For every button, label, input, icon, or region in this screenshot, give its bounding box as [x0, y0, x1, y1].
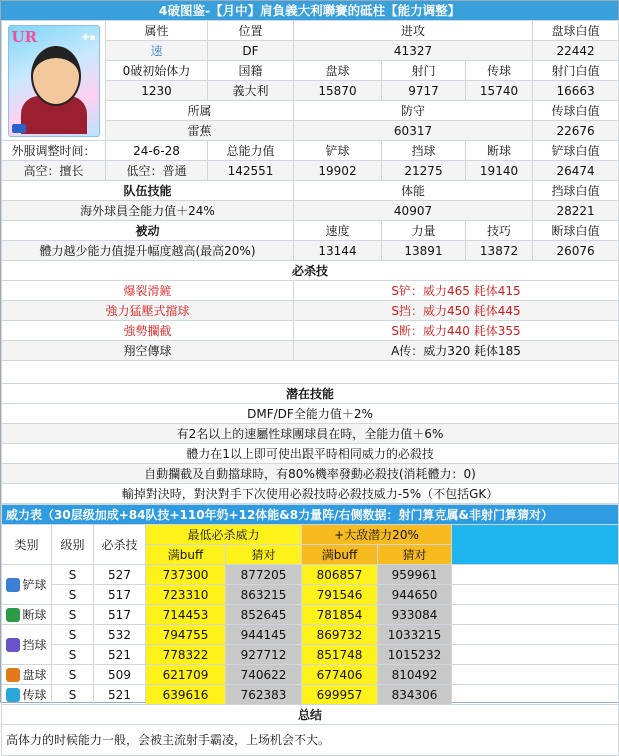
label-power: 力量	[382, 221, 466, 241]
power-table-header: 威力表（30层级加成+84队技+110年奶+12体能&8力量阵/右侧数据：射门算克属&非射门算猜对）	[2, 505, 619, 525]
skill-cell: 532	[94, 625, 146, 645]
value-cell: 762383	[226, 685, 302, 705]
category-label: 挡球	[22, 637, 47, 652]
category-cell	[2, 565, 52, 605]
value-cell: 852645	[226, 605, 302, 625]
label-tackle-white: 铲球白值	[533, 141, 619, 161]
spacer-row	[2, 361, 619, 384]
special-name: 翔空傳球	[2, 341, 294, 361]
position-tag-icon	[12, 124, 26, 133]
empty-cell	[452, 685, 619, 705]
label-team-skill: 队伍技能	[2, 181, 294, 201]
label-pass: 传球	[466, 61, 533, 81]
value-stamina: 1230	[106, 81, 208, 101]
value-cell: 877205	[226, 565, 302, 585]
value-speed: 13144	[294, 241, 382, 261]
special-name: 強力猛壓式擋球	[2, 301, 294, 321]
table-row	[2, 665, 619, 685]
special-info: S断：威力440 耗体355	[294, 321, 619, 341]
label-block: 挡球	[382, 141, 466, 161]
value-intercept-white: 26076	[533, 241, 619, 261]
value-low-air: 低空：普通	[106, 161, 208, 181]
value-cell: 869732	[302, 625, 378, 645]
value-dribble: 15870	[294, 81, 382, 101]
table-row	[2, 685, 619, 705]
summary-heading: 总结	[2, 705, 619, 725]
special-skills-heading: 必杀技	[2, 261, 619, 281]
empty-cell	[452, 605, 619, 625]
label-block-white: 挡球白值	[533, 181, 619, 201]
category-cell	[2, 685, 52, 705]
value-attack: 41327	[294, 41, 533, 61]
special-name: 強勢攔截	[2, 321, 294, 341]
value-cell: 723310	[146, 585, 226, 605]
value-cell: 714453	[146, 605, 226, 625]
value-cell: 851748	[302, 645, 378, 665]
value-cell: 699957	[302, 685, 378, 705]
category-label: 传球	[22, 687, 47, 702]
value-team: 雷蕉	[106, 121, 294, 141]
value-team-skill: 海外球員全能力值＋24%	[2, 201, 294, 221]
power-table	[1, 504, 619, 756]
value-cell: 794755	[146, 625, 226, 645]
value-shot: 9717	[382, 81, 466, 101]
label-attack: 进攻	[294, 21, 533, 41]
skill-cell: 517	[94, 585, 146, 605]
label-intercept: 断球	[466, 141, 533, 161]
value-intercept: 19140	[466, 161, 533, 181]
dribble-icon	[6, 668, 20, 682]
table-row	[2, 565, 619, 585]
level-cell: S	[52, 685, 94, 705]
label-team: 所属	[106, 101, 294, 121]
sub-guess-2: 猜对	[378, 545, 452, 565]
value-shot-white: 16663	[533, 81, 619, 101]
label-shot: 射门	[382, 61, 466, 81]
table-row	[2, 645, 619, 665]
level-cell: S	[52, 625, 94, 645]
value-cell: 621709	[146, 665, 226, 685]
value-cell: 791546	[302, 585, 378, 605]
potential-skill: 體力在1以上即可使出跟平時相同威力的必殺技	[2, 444, 619, 464]
category-cell	[2, 625, 52, 665]
value-cell: 737300	[146, 565, 226, 585]
special-info: S铲：威力465 耗体415	[294, 281, 619, 301]
skill-cell: 521	[94, 685, 146, 705]
value-cell: 781854	[302, 605, 378, 625]
label-pass-white: 传球白值	[533, 101, 619, 121]
rarity-badge: UR	[11, 27, 38, 46]
tackle-icon	[6, 578, 20, 592]
label-nation: 国籍	[208, 61, 294, 81]
sub-guess: 猜对	[226, 545, 302, 565]
potential-skill: 有2名以上的速屬性球團球員在時，全能力值＋6%	[2, 424, 619, 444]
empty-cell	[452, 565, 619, 585]
category-cell	[2, 605, 52, 625]
summary-text: 高体力的时候能力一般，会被主流射手霸凌，上场机会不大。	[2, 725, 619, 756]
potential-skill: 自動攔截及自動擋球時，有80%機率發動必殺技(消耗體力：0)	[2, 464, 619, 484]
label-attr: 属性	[106, 21, 208, 41]
group-potential: +大敌潜力20%	[302, 525, 452, 545]
value-defense: 60317	[294, 121, 533, 141]
value-tackle-white: 26474	[533, 161, 619, 181]
skill-cell: 517	[94, 605, 146, 625]
value-dribble-white: 22442	[533, 41, 619, 61]
label-tackle: 铲球	[294, 141, 382, 161]
level-cell: S	[52, 605, 94, 625]
value-cell: 677406	[302, 665, 378, 685]
category-label: 铲球	[22, 577, 47, 592]
label-speed: 速度	[294, 221, 382, 241]
value-cell: 944650	[378, 585, 452, 605]
skill-cell: 521	[94, 645, 146, 665]
value-pass: 15740	[466, 81, 533, 101]
table-row	[2, 585, 619, 605]
col-level: 级别	[52, 525, 94, 565]
label-adjust: 外服调整时间：	[2, 141, 106, 161]
empty-cell	[452, 665, 619, 685]
value-cell: 806857	[302, 565, 378, 585]
card-cell	[2, 21, 106, 141]
value-cell: 927712	[226, 645, 302, 665]
value-cell: 1033215	[378, 625, 452, 645]
table-row	[2, 605, 619, 625]
stats-table	[1, 20, 619, 504]
value-cell: 933084	[378, 605, 452, 625]
label-dribble: 盘球	[294, 61, 382, 81]
value-power: 13891	[382, 241, 466, 261]
value-total: 142551	[208, 161, 294, 181]
value-cell: 863215	[226, 585, 302, 605]
value-block-white: 28221	[533, 201, 619, 221]
label-passive: 被动	[2, 221, 294, 241]
special-info: A传：威力320 耗体185	[294, 341, 619, 361]
label-stamina2: 体能	[294, 181, 533, 201]
empty-cell	[452, 625, 619, 645]
value-cell: 810492	[378, 665, 452, 685]
label-shot-white: 射门白值	[533, 61, 619, 81]
category-cell	[2, 665, 52, 685]
label-intercept-white: 断球白值	[533, 221, 619, 241]
special-name: 爆裂滑鏟	[2, 281, 294, 301]
value-cell: 778322	[146, 645, 226, 665]
value-stamina2: 40907	[294, 201, 533, 221]
col-category: 类别	[2, 525, 52, 565]
value-block: 21275	[382, 161, 466, 181]
value-cell: 944145	[226, 625, 302, 645]
value-adjust-date: 24-6-28	[106, 141, 208, 161]
value-high-air: 高空：擅长	[2, 161, 106, 181]
level-cell: S	[52, 645, 94, 665]
label-dribble-white: 盘球白值	[533, 21, 619, 41]
intercept-icon	[6, 608, 20, 622]
player-card-image	[8, 25, 100, 137]
skill-cell: 509	[94, 665, 146, 685]
value-tech: 13872	[466, 241, 533, 261]
value-cell: 740622	[226, 665, 302, 685]
value-cell: 1015232	[378, 645, 452, 665]
potential-skills-heading: 潜在技能	[2, 384, 619, 404]
label-pos: 位置	[208, 21, 294, 41]
page-title: 4破图鉴-【月中】肩負義大利聯賽的砥柱【能力调整】	[1, 1, 618, 20]
value-passive: 體力越少能力值提升幅度越高(最高20%)	[2, 241, 294, 261]
label-total: 总能力值	[208, 141, 294, 161]
pass-icon	[6, 688, 20, 702]
level-cell: S	[52, 665, 94, 685]
category-label: 盘球	[22, 667, 47, 682]
value-pass-white: 22676	[533, 121, 619, 141]
player-face	[31, 46, 81, 106]
card-status-icon: ✚▪	[81, 32, 96, 43]
label-stamina: 0破初始体力	[106, 61, 208, 81]
skill-cell: 527	[94, 565, 146, 585]
value-tackle: 19902	[294, 161, 382, 181]
value-cell: 834306	[378, 685, 452, 705]
value-cell: 639616	[146, 685, 226, 705]
group-min-power: 最低必杀威力	[146, 525, 302, 545]
value-nation: 義大利	[208, 81, 294, 101]
header-fill	[452, 525, 619, 565]
sub-full-buff-2: 满buff	[302, 545, 378, 565]
label-defense: 防守	[294, 101, 533, 121]
empty-cell	[452, 645, 619, 665]
value-pos: DF	[208, 41, 294, 61]
special-info: S挡：威力450 耗体445	[294, 301, 619, 321]
block-icon	[6, 638, 20, 652]
value-cell: 959961	[378, 565, 452, 585]
level-cell: S	[52, 585, 94, 605]
empty-cell	[452, 585, 619, 605]
sub-full-buff: 满buff	[146, 545, 226, 565]
category-label: 断球	[22, 607, 47, 622]
table-row	[2, 625, 619, 645]
value-attr: 速	[106, 41, 208, 61]
label-tech: 技巧	[466, 221, 533, 241]
level-cell: S	[52, 565, 94, 585]
potential-skill: DMF/DF全能力值＋2%	[2, 404, 619, 424]
potential-skill: 輸掉對決時，對決對手下次使用必殺技時必殺技威力-5%（不包括GK）	[2, 484, 619, 504]
col-skill: 必杀技	[94, 525, 146, 565]
